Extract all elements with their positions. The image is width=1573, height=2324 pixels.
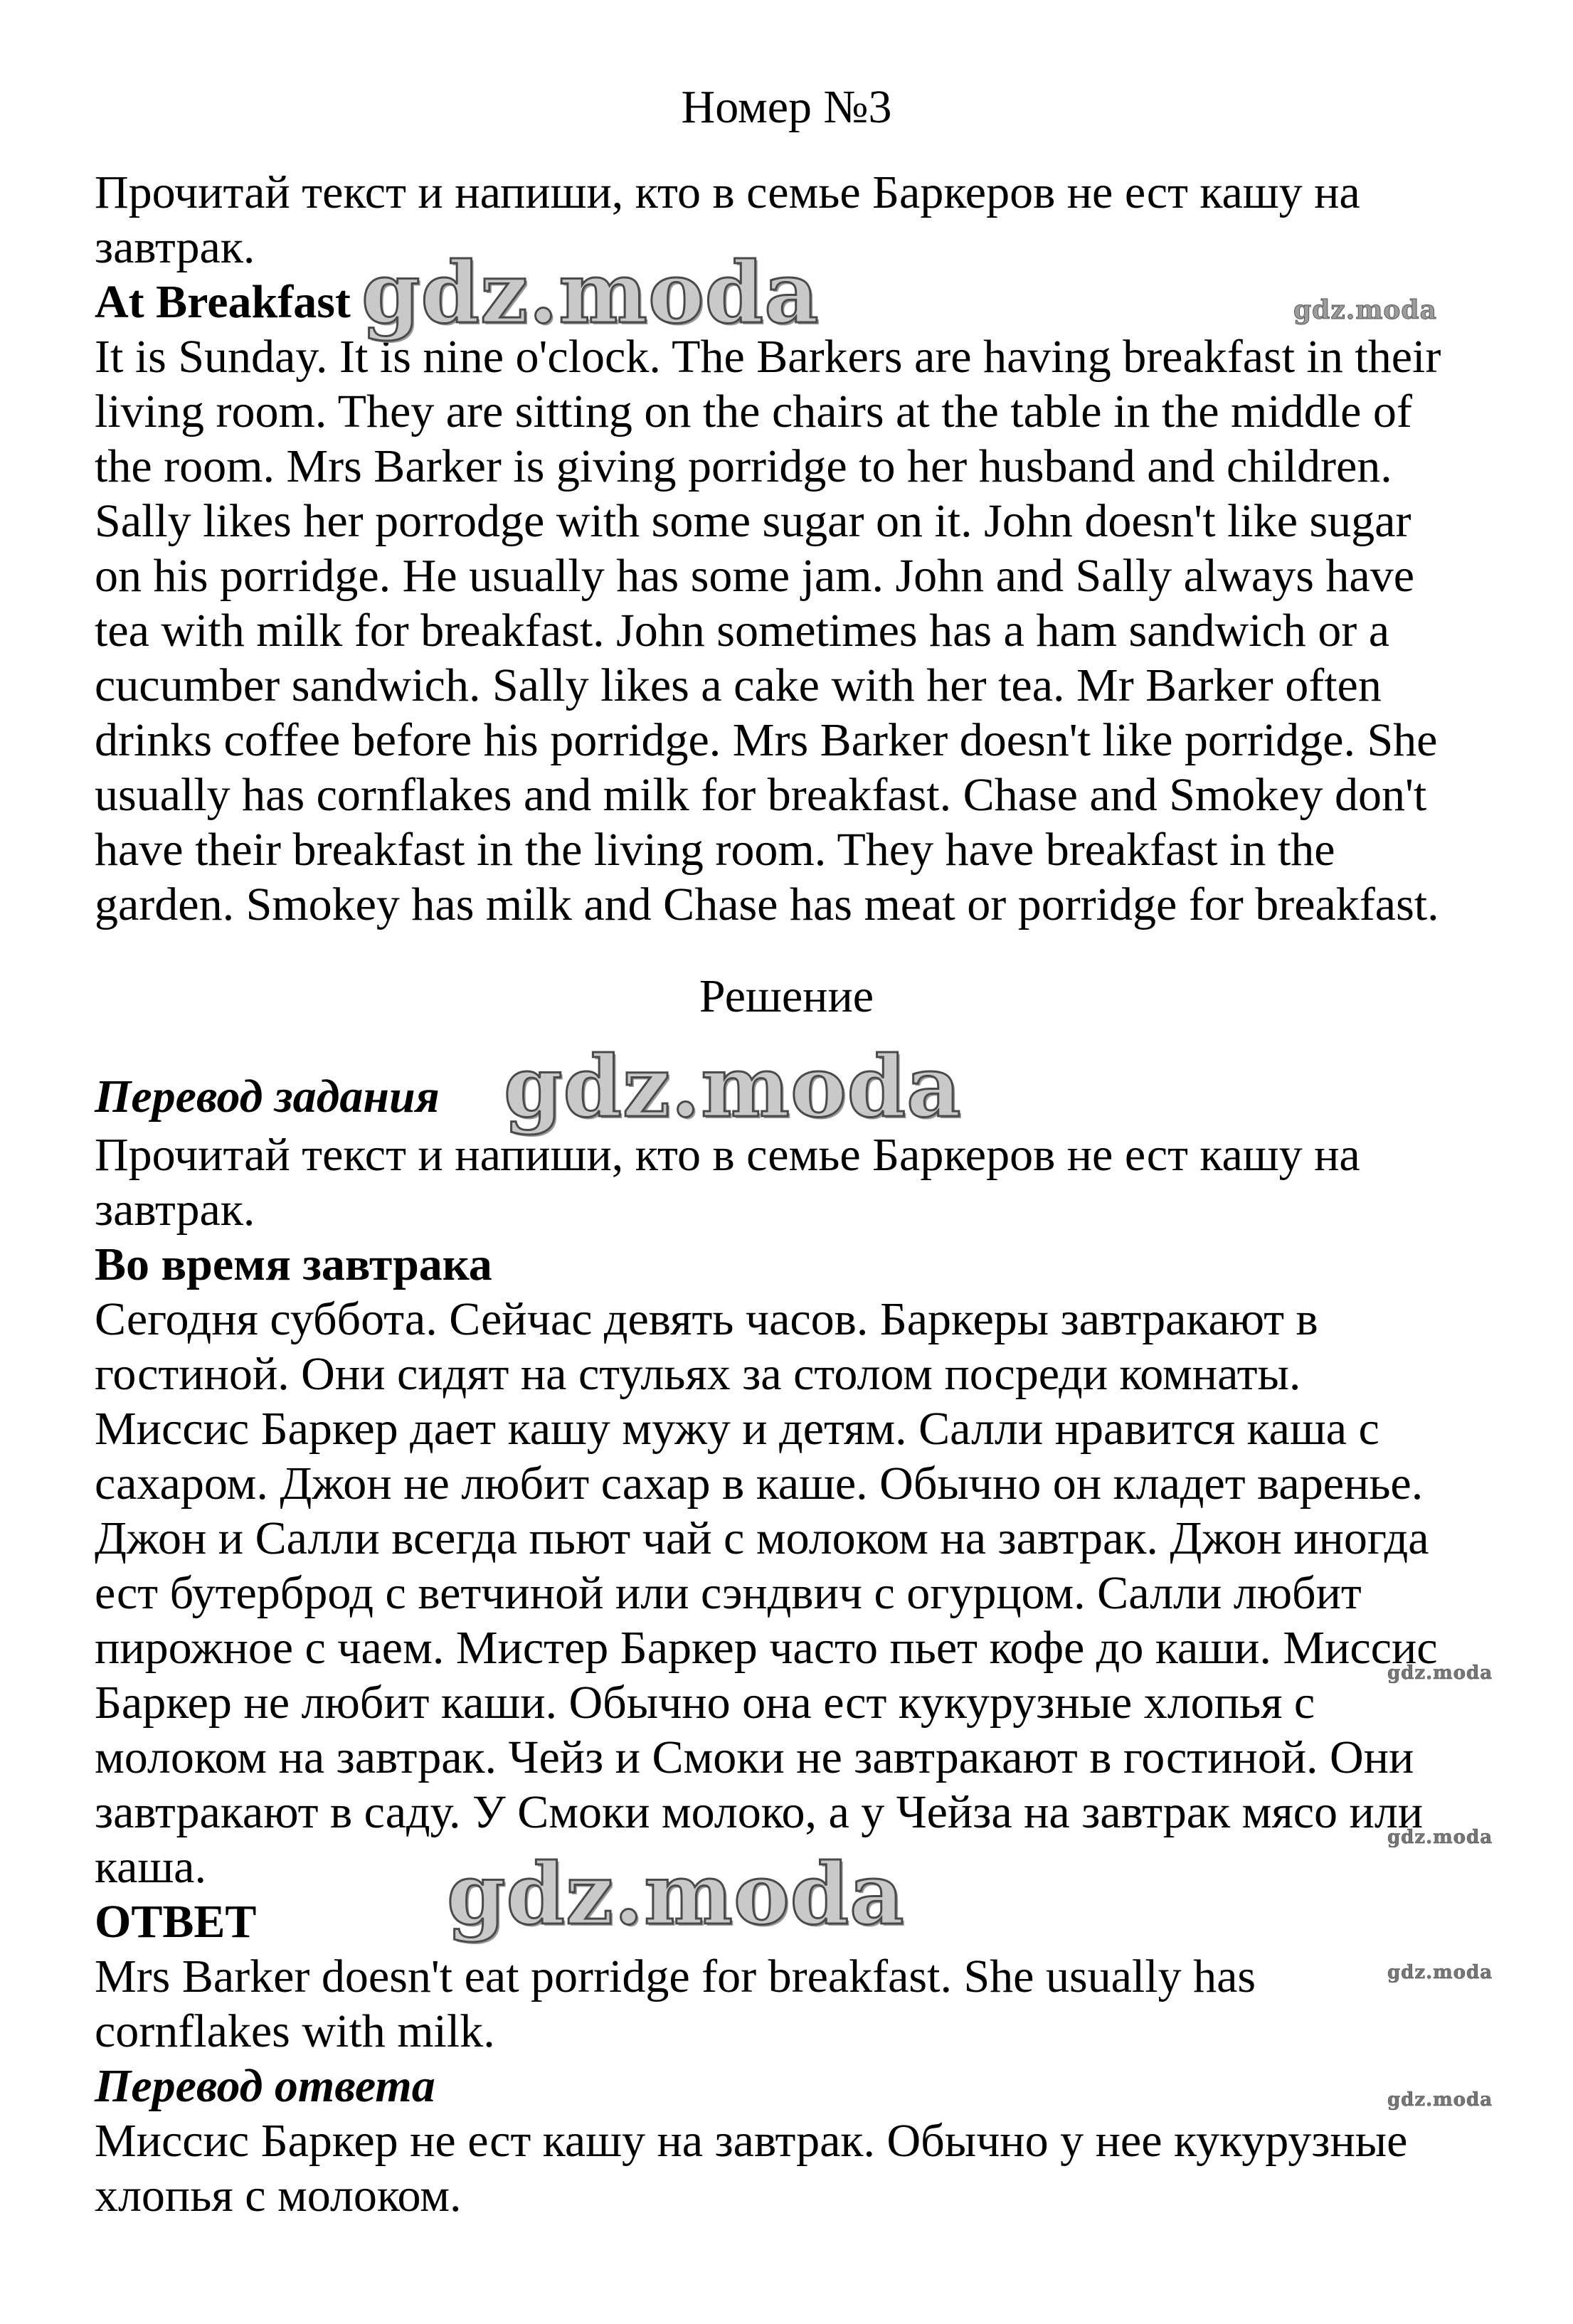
story-line: the room. Mrs Barker is giving porridge to her husband and children.: [95, 440, 1392, 492]
translation-line: завтракают в саду. У Смоки молоко, а у Чейза на завтрак мясо или: [95, 1786, 1424, 1838]
story-heading: At Breakfast: [95, 276, 351, 328]
story-line: drinks coffee before his porridge. Mrs Barker doesn't like porridge. She: [95, 714, 1438, 766]
watermark-logo-small: gdz.moda: [1293, 295, 1437, 325]
translation-line: Джон и Салли всегда пьют чай с молоком на завтрак. Джон иногда: [95, 1512, 1429, 1564]
translation-line: молоком на завтрак. Чейз и Смоки не завтракают в гостиной. Они: [95, 1731, 1414, 1783]
translation-title: Во время завтрака: [95, 1238, 492, 1290]
translation-line: ест бутерброд с ветчиной или сэндвич с огурцом. Салли любит: [95, 1567, 1362, 1619]
translation-line: каша.: [95, 1841, 206, 1893]
page-title: Номер №3: [681, 81, 892, 133]
watermark-logo: gdz.moda: [504, 1037, 962, 1136]
watermark-logo: gdz.moda: [447, 1845, 905, 1943]
story-line: tea with milk for breakfast. John sometimes has a ham sandwich or a: [95, 605, 1390, 657]
translation-line: пирожное с чаем. Мистер Баркер часто пьет кофе до каши. Миссис: [95, 1622, 1438, 1674]
story-line: garden. Smokey has milk and Chase has meat or porridge for breakfast.: [95, 879, 1439, 930]
answer-translation-line: хлопья с молоком.: [95, 2170, 462, 2222]
translation-line: Миссис Баркер дает кашу мужу и детям. Салли нравится каша с: [95, 1403, 1379, 1455]
answer-translation-heading: Перевод ответа: [95, 2060, 435, 2112]
solution-title: Решение: [699, 970, 874, 1022]
translation-line: сахаром. Джон не любит сахар в каше. Обычно он кладет варенье.: [95, 1458, 1424, 1509]
translation-line: гостиной. Они сидят на стульях за столом посреди комнаты.: [95, 1348, 1301, 1400]
story-line: cucumber sandwich. Sally likes a cake with her tea. Mr Barker often: [95, 659, 1382, 711]
translation-line: Баркер не любит каши. Обычно она ест кукурузные хлопья с: [95, 1677, 1315, 1729]
answer-line: Mrs Barker doesn't eat porridge for breakfast. She usually has: [95, 1951, 1256, 2002]
answer-heading: ОТВЕТ: [95, 1896, 257, 1948]
answer-translation-line: Миссис Баркер не ест кашу на завтрак. Обычно у нее кукурузные: [95, 2115, 1408, 2167]
story-line: Sally likes her porrodge with some sugar on it. John doesn't like sugar: [95, 495, 1412, 547]
task-instruction-line-2: завтрак.: [95, 221, 255, 273]
story-line: have their breakfast in the living room. They have breakfast in the: [95, 824, 1335, 876]
task-instruction-line-1: Прочитай текст и напиши, кто в семье Баркеров не ест кашу на: [95, 166, 1360, 218]
story-line: usually has cornflakes and milk for breakfast. Chase and Smokey don't: [95, 769, 1427, 821]
answer-line: cornflakes with milk.: [95, 2005, 495, 2057]
translation-instruction-line-1: Прочитай текст и напиши, кто в семье Баркеров не ест кашу на: [95, 1129, 1360, 1181]
story-line: on his porridge. He usually has some jam. John and Sally always have: [95, 550, 1414, 602]
watermark-logo-tiny: gdz.moda: [1387, 2089, 1493, 2111]
watermark-logo-tiny: gdz.moda: [1387, 1662, 1493, 1684]
translation-heading: Перевод задания: [95, 1071, 440, 1123]
translation-line: Сегодня суббота. Сейчас девять часов. Баркеры завтракают в: [95, 1293, 1318, 1345]
watermark-logo-tiny: gdz.moda: [1387, 1962, 1493, 1983]
story-line: It is Sunday. It is nine o'clock. The Barkers are having breakfast in their: [95, 331, 1441, 383]
translation-instruction-line-2: завтрак.: [95, 1184, 255, 1236]
story-line: living room. They are sitting on the chairs at the table in the middle of: [95, 386, 1412, 437]
watermark-logo-tiny: gdz.moda: [1387, 1827, 1493, 1848]
watermark-logo: gdz.moda: [361, 243, 820, 342]
